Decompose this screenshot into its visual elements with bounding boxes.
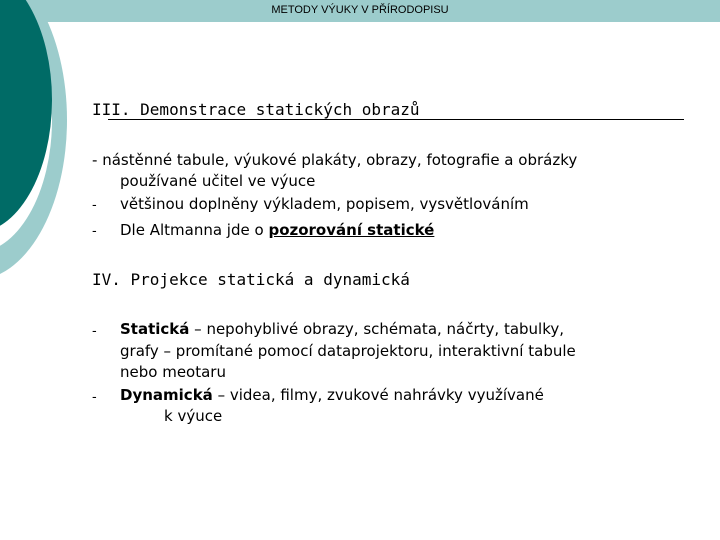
s3-item1-line1 <box>92 151 577 169</box>
s4-item1-bold: Statická <box>120 320 190 338</box>
s3-item3 <box>120 221 434 239</box>
s4-item1-dash: - <box>92 324 97 339</box>
s4-item2-rest: – videa, filmy, zvukové nahrávky využívané <box>212 386 544 404</box>
section4-heading: IV. Projekce statická a dynamická <box>92 270 410 289</box>
heading-underline <box>108 119 684 120</box>
s3-item1-text: nástěnné tabule, výukové plakáty, obrazy, fotografie a obrázky <box>102 151 578 169</box>
s3-item3-prefix: Dle Altmanna jde o <box>120 221 264 239</box>
s3-item3-dash: - <box>92 224 97 239</box>
s4-item2-line2: k výuce <box>164 407 223 425</box>
s4-item2-dash: - <box>92 390 97 405</box>
s3-item1-line2: používané učitel ve výuce <box>120 172 316 190</box>
header-title: METODY VÝUKY V PŘÍRODOPISU <box>271 4 449 16</box>
s4-item2-line1 <box>120 386 544 404</box>
header-bar <box>0 0 720 22</box>
s4-item2-bold: Dynamická <box>120 386 213 404</box>
s4-item1-rest: – nepohyblivé obrazy, schémata, náčrty, tabulky, <box>189 320 565 338</box>
s3-item2-dash: - <box>92 198 97 213</box>
s4-item1-line3: nebo meotaru <box>120 363 226 381</box>
s3-item2-text: většinou doplněny výkladem, popisem, vysvětlováním <box>120 195 529 213</box>
s3-item3-emphasis: pozorování statické <box>268 221 435 239</box>
s4-item1-line2: grafy – promítané pomocí dataprojektoru, interaktivní tabule <box>120 342 576 360</box>
decorative-circles <box>0 0 80 290</box>
s4-item1-line1 <box>120 320 564 338</box>
s3-item1-dash: - <box>92 151 98 169</box>
section3-heading: III. Demonstrace statických obrazů <box>92 100 420 119</box>
